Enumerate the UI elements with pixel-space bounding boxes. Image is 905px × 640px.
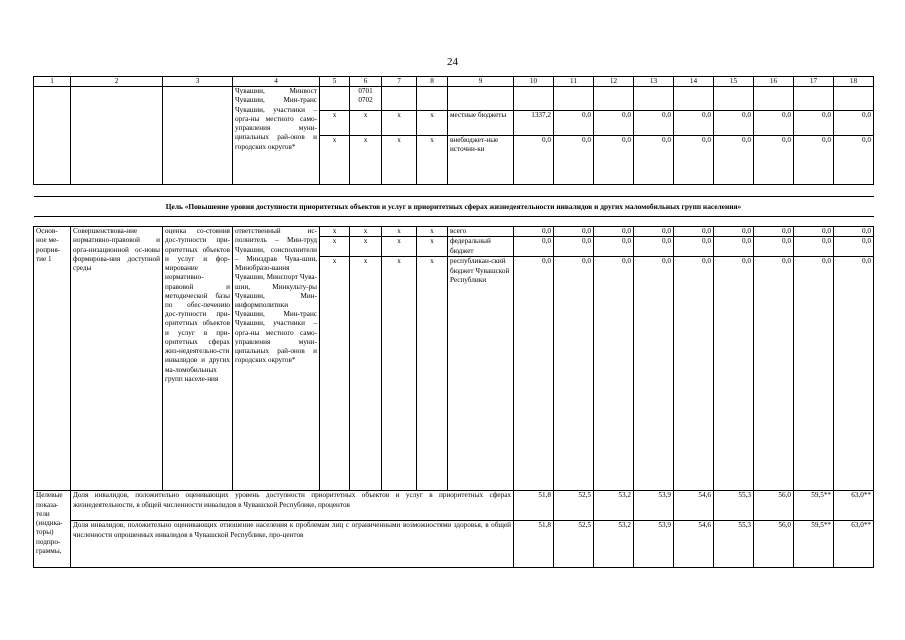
cell-empty — [382, 87, 417, 111]
value-cell: 0,0 — [634, 257, 674, 491]
value-cell: 0,0 — [594, 257, 634, 491]
column-number: 4 — [233, 77, 320, 87]
value-cell: 0,0 — [754, 227, 794, 237]
value-cell: 0,0 — [754, 111, 794, 136]
code-x-cell: x — [382, 136, 417, 185]
column-number: 14 — [674, 77, 714, 87]
cell-empty — [417, 87, 448, 111]
code-x-cell: x — [350, 136, 382, 185]
funding-source-cell: местные бюджеты — [448, 111, 514, 136]
value-cell: 0,0 — [714, 136, 754, 185]
value-cell: 0,0 — [594, 111, 634, 136]
value-cell: 0,0 — [594, 237, 634, 257]
table-row — [34, 491, 874, 521]
code-x-cell: x — [350, 111, 382, 136]
column-number: 2 — [71, 77, 163, 87]
code-x-cell: x — [417, 237, 448, 257]
value-cell: 0,0 — [834, 257, 874, 491]
spacer-row — [34, 185, 874, 197]
value-cell: 0,0 — [514, 227, 554, 237]
table-body — [34, 77, 874, 568]
value-cell: 0,0 — [674, 111, 714, 136]
value-cell: 0,0 — [714, 227, 754, 237]
value-cell: 0,0 — [634, 227, 674, 237]
indicator-value-cell: 53,9 — [634, 491, 674, 521]
value-cell: 0,0 — [714, 111, 754, 136]
indicator-value-cell: 53,2 — [594, 521, 634, 568]
table-row — [34, 87, 874, 111]
budget-code: 0702 — [358, 96, 373, 105]
value-cell: 0,0 — [554, 227, 594, 237]
column-number: 5 — [320, 77, 350, 87]
cell-empty — [754, 87, 794, 111]
value-cell: 1337,2 — [514, 111, 554, 136]
column-number: 9 — [448, 77, 514, 87]
executors-cell: Чувашии, Минвост Чувашии, Мин-транс Чувашии, участники – орга-ны местного само-управления муни-ципальных рай-онов и городских округов* — [233, 87, 320, 185]
value-cell: 0,0 — [754, 237, 794, 257]
cell-empty — [714, 87, 754, 111]
value-cell: 0,0 — [794, 111, 834, 136]
column-number: 16 — [754, 77, 794, 87]
column-number: 6 — [350, 77, 382, 87]
cell-empty — [34, 87, 71, 185]
column-number: 10 — [514, 77, 554, 87]
indicators-label-cell: Целевые показа-тели (индика-торы) подпро-граммы, — [34, 491, 71, 568]
indicator-value-cell: 56,0 — [754, 521, 794, 568]
value-cell: 0,0 — [754, 136, 794, 185]
code-x-cell: x — [350, 227, 382, 237]
code-x-cell: x — [382, 237, 417, 257]
column-number: 17 — [794, 77, 834, 87]
code-x-cell: x — [320, 237, 350, 257]
cell-empty — [794, 87, 834, 111]
value-cell: 0,0 — [634, 237, 674, 257]
column-number: 7 — [382, 77, 417, 87]
funding-source-cell: всего — [448, 227, 514, 237]
value-cell: 0,0 — [794, 227, 834, 237]
indicator-text-cell: Доля инвалидов, положительно оценивающих отношение населения к проблемам лиц с ограниченными возможностями здоровья, в общей численности опрошенных инвалидов в Чувашской Республике, про-центов — [71, 521, 514, 568]
value-cell: 0,0 — [514, 237, 554, 257]
value-cell: 0,0 — [674, 257, 714, 491]
spacer-row — [34, 217, 874, 227]
code-x-cell: x — [350, 237, 382, 257]
indicator-value-cell: 56,0 — [754, 491, 794, 521]
cell-empty — [448, 87, 514, 111]
cell-empty — [71, 87, 163, 185]
cell-empty — [834, 87, 874, 111]
funding-source-cell: федеральный бюджет — [448, 237, 514, 257]
value-cell: 0,0 — [514, 257, 554, 491]
activity-type-cell: Основ-ное ме-роприя-тие 1 — [34, 227, 71, 491]
goal-row — [34, 197, 874, 217]
value-cell: 0,0 — [834, 111, 874, 136]
value-cell: 0,0 — [634, 136, 674, 185]
value-cell: 0,0 — [594, 136, 634, 185]
funding-source-cell: республикан-ский бюджет Чувашской Республики — [448, 257, 514, 491]
indicator-text-cell: Доля инвалидов, положительно оценивающих уровень доступности приоритетных объектов и услуг в приоритетных сферах жизнедеятельности, в общей численности инвалидов в Чувашской Республике, процентов — [71, 491, 514, 521]
table-row — [34, 227, 874, 237]
value-cell: 0,0 — [794, 257, 834, 491]
code-x-cell: x — [320, 111, 350, 136]
code-x-cell: x — [382, 227, 417, 237]
table-row — [34, 521, 874, 568]
cell-empty — [514, 87, 554, 111]
activity-description-cell: оценка со-стояния дос-тупности при-оритетных объектов и услуг и фор-мирование нормативно-правовой и методической базы по обес-печению дос-тупности при-оритетных объектов и услуг в при-оритетных сферах жиз-недеятельно-сти инвалидов и других ма-ломобильных групп населе-ния — [163, 227, 233, 491]
program-table — [33, 76, 874, 568]
value-cell: 0,0 — [674, 237, 714, 257]
page-number: 24 — [447, 56, 458, 68]
cell-empty — [674, 87, 714, 111]
cell-empty — [634, 87, 674, 111]
column-number: 11 — [554, 77, 594, 87]
value-cell: 0,0 — [674, 136, 714, 185]
cell-empty — [554, 87, 594, 111]
value-cell: 0,0 — [834, 227, 874, 237]
code-x-cell: x — [382, 111, 417, 136]
spacer — [34, 185, 874, 197]
value-cell: 0,0 — [834, 136, 874, 185]
value-cell: 0,0 — [554, 257, 594, 491]
indicator-value-cell: 59,5** — [794, 491, 834, 521]
indicator-value-cell: 63,0** — [834, 491, 874, 521]
column-number: 12 — [594, 77, 634, 87]
cell-empty — [163, 87, 233, 185]
goal-heading: Цель «Повышение уровня доступности приоритетных объектов и услуг в приоритетных сферах жизнедеятельности инвалидов и других маломобильных групп населения» — [34, 197, 874, 217]
activity-name-cell: Совершенствова-ние нормативно-правовой и орга-низационной ос-новы формирова-ния доступной среды — [71, 227, 163, 491]
cell-empty — [594, 87, 634, 111]
indicator-value-cell: 53,9 — [634, 521, 674, 568]
value-cell: 0,0 — [514, 136, 554, 185]
value-cell: 0,0 — [714, 237, 754, 257]
indicator-value-cell: 59,5** — [794, 521, 834, 568]
value-cell: 0,0 — [754, 257, 794, 491]
indicator-value-cell: 53,2 — [594, 491, 634, 521]
column-number: 3 — [163, 77, 233, 87]
budget-code: 0701 — [358, 87, 373, 96]
code-x-cell: x — [350, 257, 382, 491]
indicator-value-cell: 54,6 — [674, 491, 714, 521]
indicator-value-cell: 51,8 — [514, 491, 554, 521]
column-number-row — [34, 77, 874, 87]
column-number: 1 — [34, 77, 71, 87]
code-x-cell: x — [417, 136, 448, 185]
indicator-value-cell: 55,3 — [714, 491, 754, 521]
code-x-cell: x — [417, 257, 448, 491]
indicator-value-cell: 55,3 — [714, 521, 754, 568]
cell-empty — [320, 87, 350, 111]
code-x-cell: x — [417, 227, 448, 237]
code-x-cell: x — [320, 257, 350, 491]
value-cell: 0,0 — [794, 136, 834, 185]
indicator-value-cell: 52,5 — [554, 521, 594, 568]
executors-cell: ответственный ис-полнитель – Мин-труд Чувашии, соисполнители – Минздрав Чува-шии, Минобразо-вания Чувашии, Минспорт Чува-шии, Минкульту-ры Чувашии, Мин-информполитики Чувашии, Мин-транс Чувашии, участники – орга-ны местного само-управления муни-ципальных рай-онов и городских округов* — [233, 227, 320, 491]
column-number: 15 — [714, 77, 754, 87]
indicator-value-cell: 54,6 — [674, 521, 714, 568]
value-cell: 0,0 — [554, 111, 594, 136]
indicator-value-cell: 52,5 — [554, 491, 594, 521]
value-cell: 0,0 — [554, 237, 594, 257]
code-x-cell: x — [417, 111, 448, 136]
code-x-cell: x — [320, 227, 350, 237]
code-x-cell: x — [320, 136, 350, 185]
value-cell: 0,0 — [554, 136, 594, 185]
spacer — [34, 217, 874, 227]
indicator-value-cell: 51,8 — [514, 521, 554, 568]
column-number: 13 — [634, 77, 674, 87]
value-cell: 0,0 — [834, 237, 874, 257]
column-number: 8 — [417, 77, 448, 87]
funding-source-cell: внебюджет-ные источни-ки — [448, 136, 514, 185]
budget-codes-cell — [350, 87, 382, 111]
code-x-cell: x — [382, 257, 417, 491]
value-cell: 0,0 — [714, 257, 754, 491]
value-cell: 0,0 — [634, 111, 674, 136]
column-number: 18 — [834, 77, 874, 87]
value-cell: 0,0 — [794, 237, 834, 257]
indicator-value-cell: 63,0** — [834, 521, 874, 568]
value-cell: 0,0 — [594, 227, 634, 237]
value-cell: 0,0 — [674, 227, 714, 237]
